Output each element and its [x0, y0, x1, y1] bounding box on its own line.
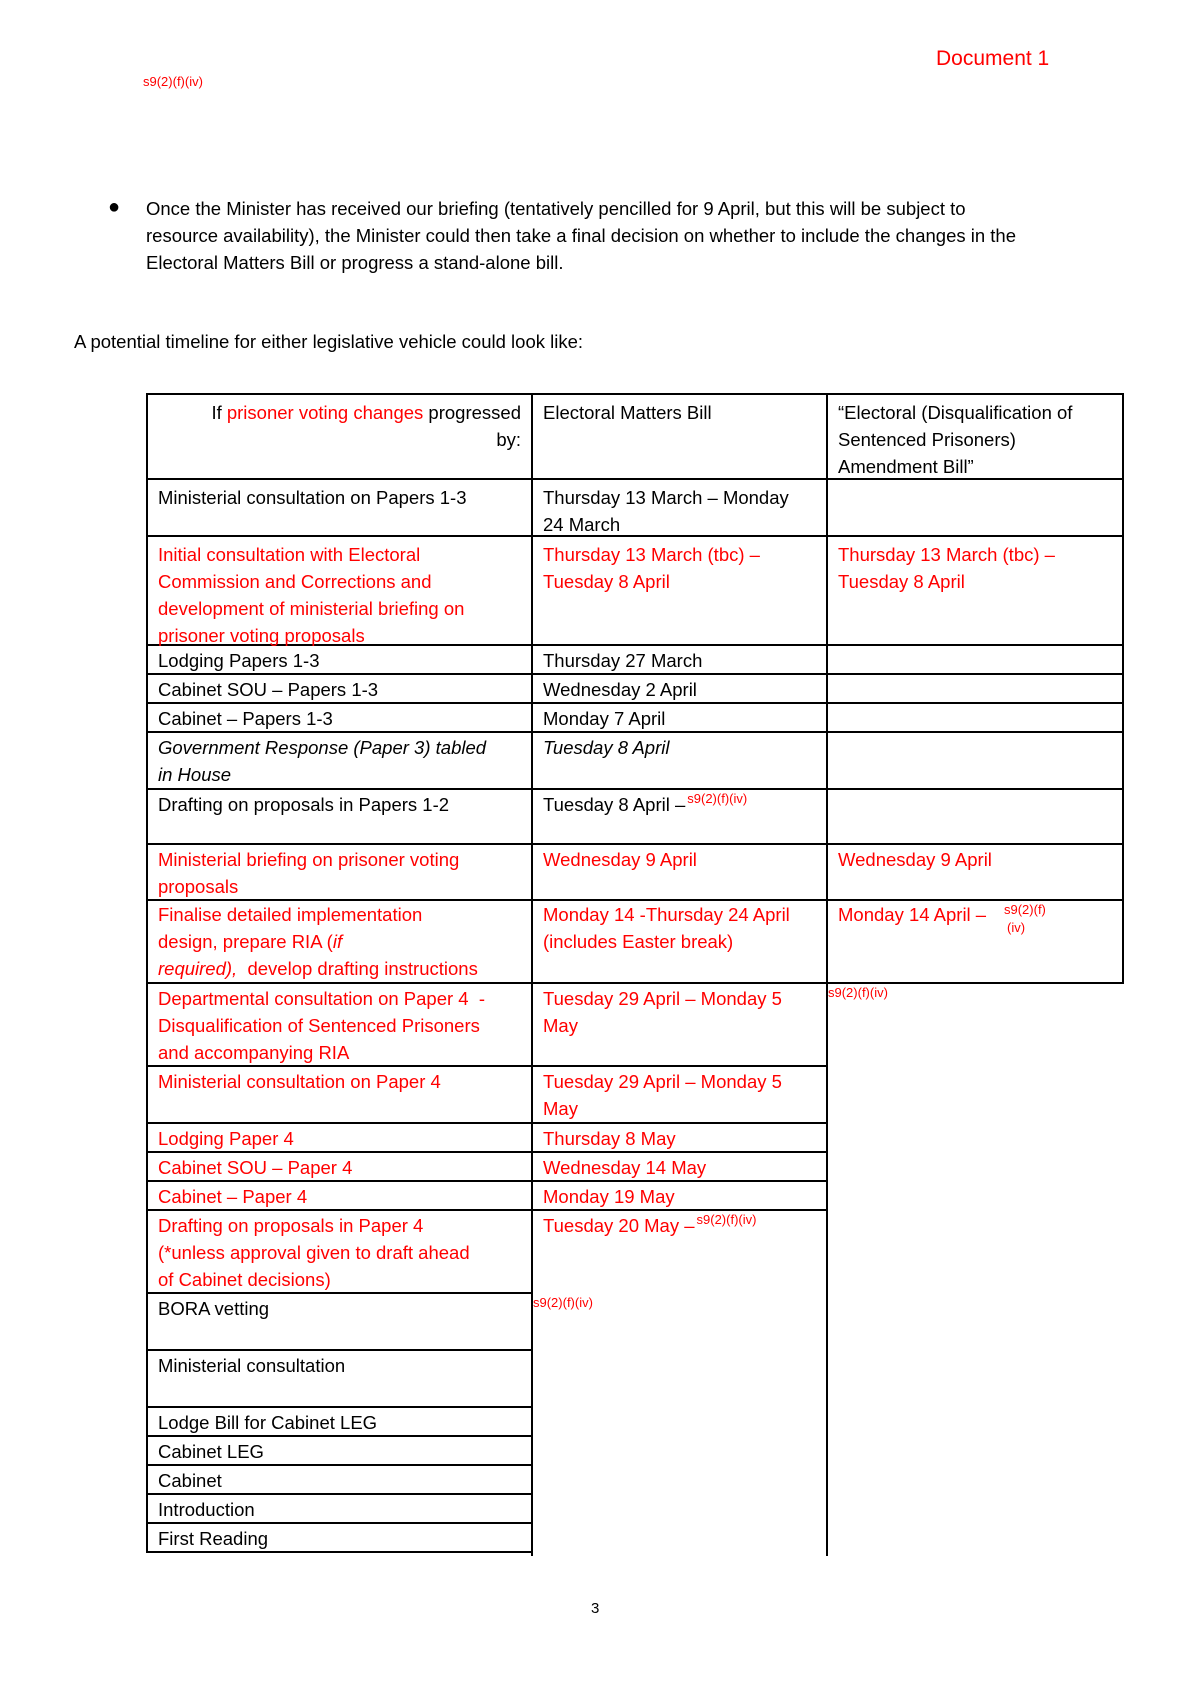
header-col3-line: “Electoral (Disqualification of [838, 402, 1073, 423]
row-cabinet-paper4-date [533, 1182, 825, 1210]
cell-text: Disqualification of Sentenced Prisoners [158, 1015, 480, 1036]
cell-text: Wednesday 9 April [543, 849, 697, 870]
cell-text: Cabinet – Papers 1-3 [158, 708, 333, 729]
cell-text: Tuesday 8 April – [543, 794, 686, 815]
cell-text: Cabinet SOU – Papers 1-3 [158, 679, 379, 700]
cell-text: Departmental consultation on Paper 4 - [158, 988, 486, 1009]
cell-text: Ministerial consultation on Paper 4 [158, 1071, 441, 1092]
row-bora-vetting-label [148, 1294, 531, 1322]
cell-text: of Cabinet decisions) [158, 1269, 331, 1290]
redaction-marker: s9(2)(f)(iv) [828, 985, 888, 1000]
row-finalise-design-date-bill [828, 901, 1121, 935]
cell-text: Introduction [158, 1499, 255, 1520]
row-ministerial-consultation-bill-label [148, 1351, 531, 1379]
cell-text: Tuesday 8 April [838, 571, 965, 592]
row-government-response-date [533, 733, 825, 761]
cell-text: required), develop drafting instructions [158, 958, 478, 979]
cell-text: Cabinet LEG [158, 1441, 264, 1462]
cell-text: Ministerial consultation [158, 1355, 346, 1376]
header-col3-line: Sentenced Prisoners) [838, 429, 1016, 450]
document-label: Document 1 [936, 47, 1050, 70]
bullet-line: resource availability), the Minister could then take a final decision on whether to include the changes in the [146, 225, 1017, 246]
cell-text: Ministerial consultation on Papers 1-3 [158, 487, 467, 508]
row-cabinet-date [533, 704, 825, 732]
cell-text: BORA vetting [158, 1298, 270, 1319]
cell-text: Commission and Corrections and [158, 571, 432, 592]
row-departmental-consultation-date [533, 984, 825, 1039]
bullet-paragraph [146, 195, 1146, 276]
header-col1-line1: If prisoner voting changes progressed [211, 402, 521, 423]
cell-text: Government Response (Paper 3) tabled [158, 737, 487, 758]
row-cabinet-sou-label [148, 675, 531, 703]
cell-text: Ministerial briefing on prisoner voting [158, 849, 460, 870]
row-drafting-paper4-date [533, 1211, 825, 1239]
row-drafting-papers-date [533, 790, 825, 818]
row-initial-consultation-date-emb [533, 537, 825, 595]
bullet-icon: ● [108, 196, 121, 218]
cell-text: (includes Easter break) [543, 931, 734, 952]
cell-text: in House [158, 764, 232, 785]
header-col3-line: Amendment Bill” [838, 456, 974, 477]
row-introduction-label [148, 1495, 531, 1523]
row-cabinet-sou-date [533, 675, 825, 703]
cell-text: prisoner voting proposals [158, 625, 365, 646]
intro-text: A potential timeline for either legislative vehicle could look like: [74, 331, 584, 352]
header-col2-text: Electoral Matters Bill [543, 402, 712, 423]
cell-text: Monday 19 May [543, 1186, 675, 1207]
bullet-line: Electoral Matters Bill or progress a stand-alone bill. [146, 252, 564, 273]
cell-text: Finalise detailed implementation [158, 904, 423, 925]
cell-text: Thursday 8 May [543, 1128, 676, 1149]
row-cabinet-leg-label [148, 1437, 531, 1465]
cell-text: design, prepare RIA (if [158, 931, 343, 952]
row-lodging-papers-label [148, 646, 531, 674]
redaction-marker: s9(2)(f)(iv) [696, 1212, 757, 1227]
row-first-reading-label [148, 1524, 531, 1552]
row-cabinet-sou-paper4-date [533, 1153, 825, 1181]
cell-text: Tuesday 29 April – Monday 5 [543, 988, 782, 1009]
row-initial-consultation-label [148, 537, 531, 649]
cell-text: May [543, 1015, 578, 1036]
cell-text: Monday 7 April [543, 708, 666, 729]
row-finalise-design-label [148, 901, 531, 982]
row-ministerial-consultation-paper4-date [533, 1067, 825, 1122]
cell-text: Lodging Paper 4 [158, 1128, 294, 1149]
row-finalise-design-date-emb [533, 901, 825, 955]
row-initial-consultation-date-bill [828, 537, 1121, 595]
row-cabinet-paper4-label [148, 1182, 531, 1210]
cell-text: Initial consultation with Electoral [158, 544, 421, 565]
cell-text: Lodge Bill for Cabinet LEG [158, 1412, 378, 1433]
row-lodge-bill-label [148, 1408, 531, 1436]
row-ministerial-briefing-label [148, 845, 531, 900]
cell-text: development of ministerial briefing on [158, 598, 465, 619]
row-departmental-consultation-label [148, 984, 531, 1066]
cell-text: 24 March [543, 514, 621, 535]
row-ministerial-consultation-date [533, 480, 825, 538]
header-col1-line2: by: [496, 429, 521, 450]
row-cabinet-label [148, 704, 531, 732]
redaction-marker: s9(2)(f)(iv) [533, 1295, 593, 1310]
cell-text: Tuesday 29 April – Monday 5 [543, 1071, 782, 1092]
row-cabinet-final-label [148, 1466, 531, 1494]
cell-text: Monday 14 -Thursday 24 April [543, 904, 790, 925]
header-cell-col1 [148, 395, 531, 453]
page-number: 3 [591, 1600, 600, 1617]
cell-text: Thursday 13 March (tbc) – [838, 544, 1055, 565]
row-lodging-papers-date [533, 646, 825, 674]
cell-text: proposals [158, 876, 239, 897]
row-ministerial-consultation-label [148, 480, 531, 511]
cell-text: Wednesday 14 May [543, 1157, 707, 1178]
row-ministerial-briefing-date-bill [828, 845, 1121, 873]
cell-text: Cabinet SOU – Paper 4 [158, 1157, 353, 1178]
cell-text: Lodging Papers 1-3 [158, 650, 320, 671]
cell-text: Tuesday 20 May – [543, 1215, 695, 1236]
row-cabinet-sou-paper4-label [148, 1153, 531, 1181]
row-drafting-papers-label [148, 790, 531, 818]
cell-text: Thursday 13 March (tbc) – [543, 544, 760, 565]
redaction-marker: s9(2)(f)(iv) [143, 74, 203, 89]
cell-text: May [543, 1098, 578, 1119]
redaction-marker: (iv) [1007, 920, 1026, 935]
cell-text: Thursday 13 March – Monday [543, 487, 789, 508]
row-ministerial-consultation-paper4-label [148, 1067, 531, 1095]
cell-text: and accompanying RIA [158, 1042, 350, 1063]
row-ministerial-briefing-date-emb [533, 845, 825, 873]
row-lodging-paper4-label [148, 1124, 531, 1152]
cell-text: Drafting on proposals in Paper 4 [158, 1215, 424, 1236]
header-cell-col3 [828, 395, 1121, 480]
cell-text: Tuesday 8 April [543, 737, 670, 758]
cell-text: (*unless approval given to draft ahead [158, 1242, 470, 1263]
cell-text: Drafting on proposals in Papers 1-2 [158, 794, 450, 815]
cell-text: First Reading [158, 1528, 269, 1549]
cell-text: Tuesday 8 April [543, 571, 670, 592]
row-government-response-label [148, 733, 531, 788]
cell-text: Wednesday 2 April [543, 679, 697, 700]
row-lodging-paper4-date [533, 1124, 825, 1152]
redaction-marker: s9(2)(f)(iv) [687, 791, 748, 806]
redaction-marker: s9(2)(f) [1004, 902, 1046, 917]
table-rule [1122, 393, 1124, 984]
cell-text: Thursday 27 March [543, 650, 703, 671]
cell-text: Wednesday 9 April [838, 849, 992, 870]
header-cell-col2 [533, 395, 825, 426]
bullet-line: Once the Minister has received our briefing (tentatively pencilled for 9 April, but this will be subject to [146, 198, 966, 219]
cell-text: Monday 14 April – [838, 904, 987, 925]
row-drafting-paper4-label [148, 1211, 531, 1293]
cell-text: Cabinet – Paper 4 [158, 1186, 308, 1207]
cell-text: Cabinet [158, 1470, 222, 1491]
